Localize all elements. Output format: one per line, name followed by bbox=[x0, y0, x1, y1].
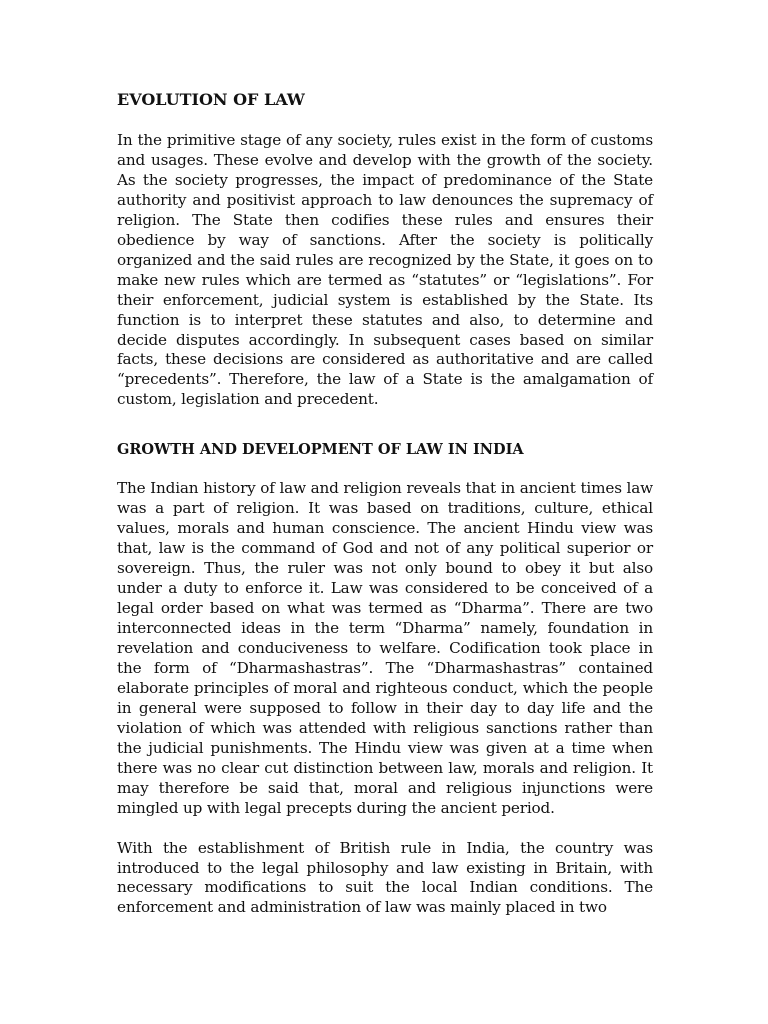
document-page bbox=[117, 88, 653, 918]
paragraph-indian-history: The Indian history of law and religion reveals that in ancient times law was a part of religion. It was based on traditions, culture, ethical values, morals and human conscience. The ancient Hindu view was that, law is the command of God and not of any political superior or sovereign. Thus, the ruler was not only bound to obey it but also under a duty to enforce it. Law was considered to be conceived of a legal order based on what was termed as “Dharma”. There are two interconnected ideas in the term “Dharma” namely, foundation in revelation and conduciveness to welfare. Codification took place in the form of “Dharmashastras”. The “Dharmashastras” contained elaborate principles of moral and righteous conduct, which the people in general were supposed to follow in their day to day life and the violation of which was attended with religious sanctions rather than the judicial punishments. The Hindu view was given at a time when there was no clear cut distinction between law, morals and religion. It may therefore be said that, moral and religious injunctions were mingled up with legal precepts during the ancient period. bbox=[117, 479, 653, 817]
heading-growth-development: GROWTH AND DEVELOPMENT OF LAW IN INDIA bbox=[117, 441, 524, 459]
paragraph-evolution: In the primitive stage of any society, rules exist in the form of customs and usages. These evolve and develop with the growth of the society. As the society progresses, the impact of predominance of the State authority and positivist approach to law denounces the supremacy of religion. The State then codifies these rules and ensures their obedience by way of sanctions. After the society is politically organized and the said rules are recognized by the State, it goes on to make new rules which are termed as “statutes” or “legislations”. For their enforcement, judicial system is established by the State. Its function is to interpret these statutes and also, to determine and decide disputes accordingly. In subsequent cases based on similar facts, these decisions are considered as authoritative and are called “precedents”. Therefore, the law of a State is the amalgamation of custom, legislation and precedent. bbox=[117, 131, 653, 409]
paragraph-british-rule: With the establishment of British rule in India, the country was introduced to the legal philosophy and law existing in Britain, with necessary modifications to suit the local Indian conditions. The enforcement and administration of law was mainly placed in two bbox=[117, 838, 653, 917]
heading-evolution-of-law: EVOLUTION OF LAW bbox=[117, 90, 305, 109]
